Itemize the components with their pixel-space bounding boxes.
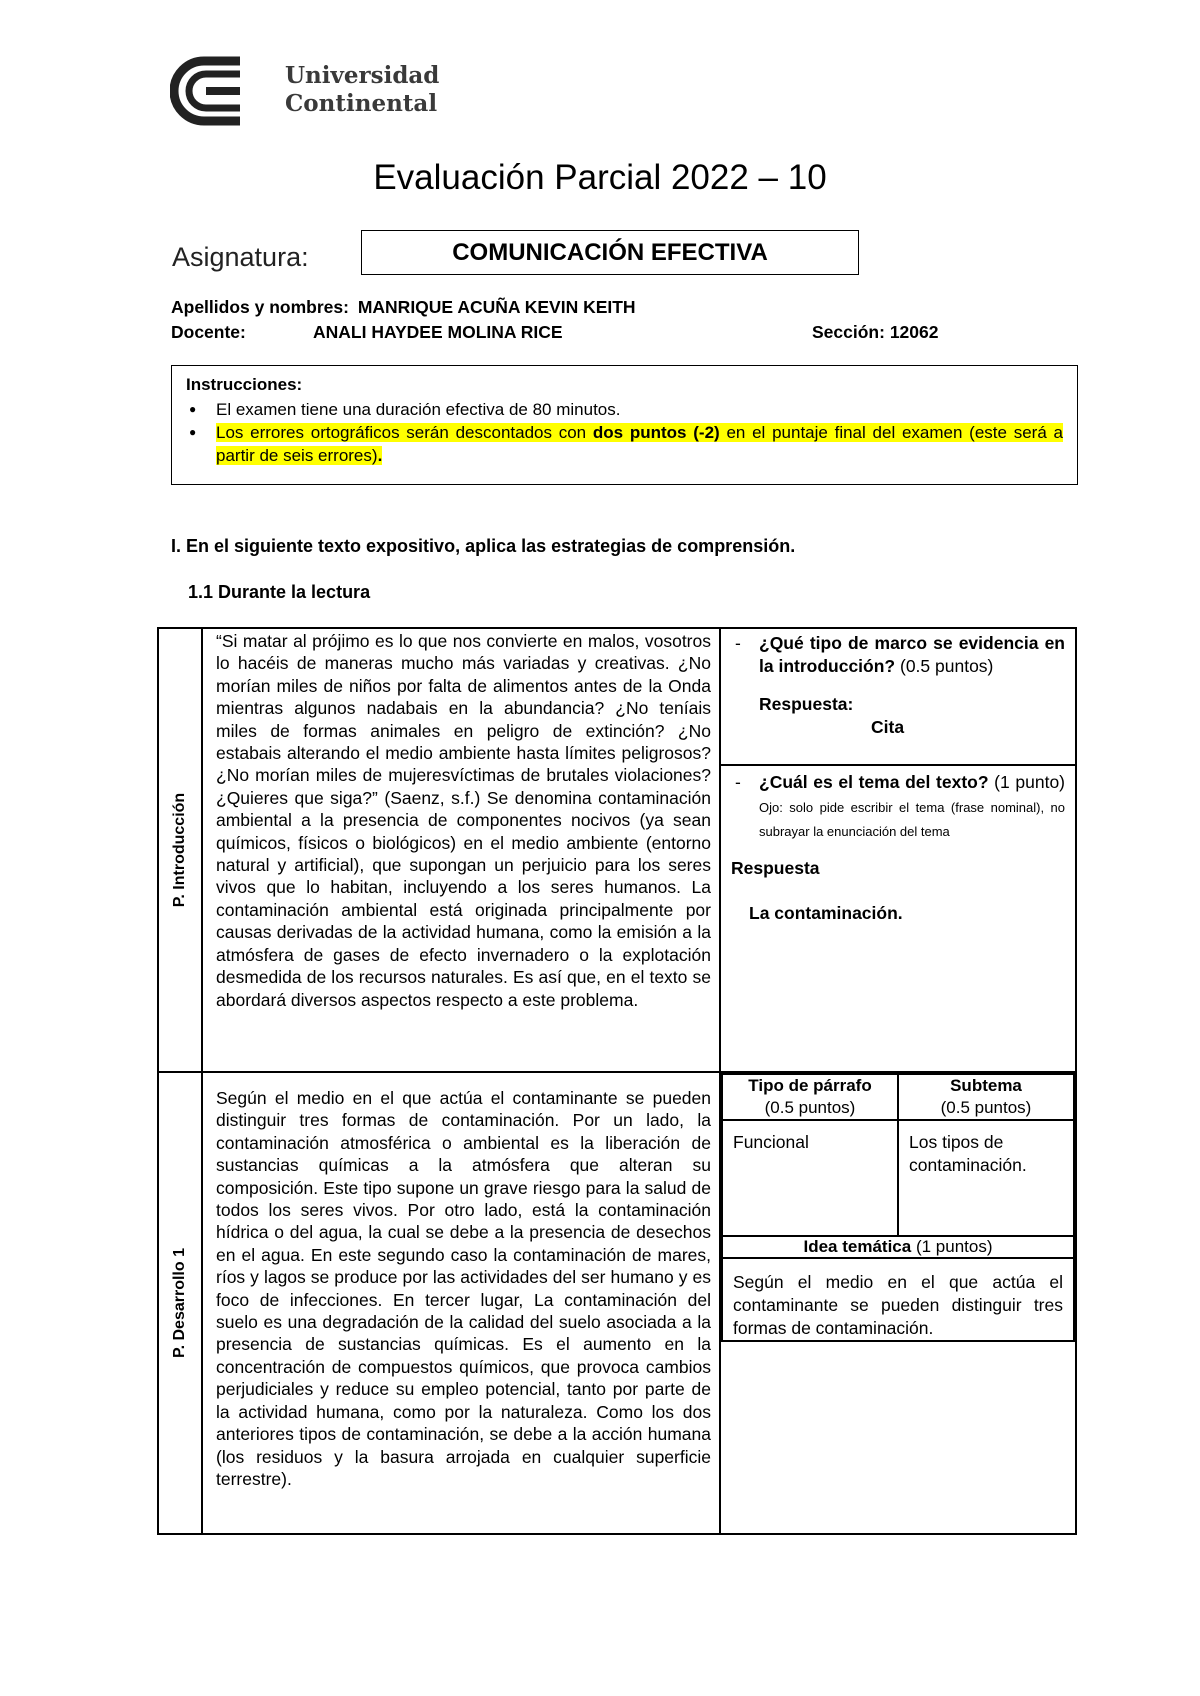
instructions-title: Instrucciones:	[186, 375, 303, 394]
idea-header: Idea temática (1 puntos)	[722, 1236, 1074, 1258]
university-logo-text	[285, 62, 439, 118]
row-label-development-1: P. Desarrollo 1	[171, 1248, 188, 1358]
student-name-row	[171, 297, 636, 318]
answer-2-label: Respuesta	[731, 858, 820, 878]
teacher-name: ANALI HAYDEE MOLINA RICE	[313, 322, 563, 342]
logo-line-1: Universidad	[285, 62, 440, 89]
logo-line-2: Continental	[285, 90, 438, 117]
teacher-label: Docente:	[171, 322, 246, 342]
column-header-subtopic: Subtema (0.5 puntos)	[898, 1074, 1074, 1120]
question-2-text: ¿Cuál es el tema del texto?	[759, 772, 989, 792]
subject-name: COMUNICACIÓN EFECTIVA	[452, 238, 768, 266]
label-cell	[158, 628, 202, 1072]
subtopic-answer: Los tipos de contaminación.	[898, 1120, 1074, 1236]
label-cell	[158, 1072, 202, 1534]
instruction-item-highlighted: ● Los errores ortográficos serán descontados con dos puntos (-2) en el puntaje final del examen (este será a partir de seis errores).	[186, 421, 1063, 467]
subsection-heading: 1.1 Durante la lectura	[188, 582, 371, 602]
section-row	[812, 322, 939, 343]
student-name-label: Apellidos y nombres:	[171, 297, 349, 317]
text-cell	[202, 628, 720, 1072]
column-header-type: Tipo de párrafo (0.5 puntos)	[722, 1074, 898, 1120]
table-row-development-1	[158, 1072, 1076, 1534]
analysis-table	[721, 1073, 1075, 1342]
subject-label: Asignatura:	[172, 242, 309, 272]
student-name: MANRIQUE ACUÑA KEVIN KEITH	[357, 297, 636, 317]
table-row-introduction	[158, 628, 1076, 1072]
reading-table	[157, 627, 1077, 1535]
instructions-box	[171, 365, 1078, 485]
instruction-item: ● El examen tiene una duración efectiva de 80 minutos.	[186, 398, 1063, 421]
text-cell	[202, 1072, 720, 1534]
question-2-note: Ojo: solo pide escribir el tema (frase nominal), no subrayar la enunciación del tema	[759, 800, 1065, 839]
question-1-text: ¿Qué tipo de marco se evidencia en la introducción?	[759, 633, 1065, 676]
section-number: 12062	[889, 322, 939, 342]
answer-1-label: Respuesta:	[759, 694, 854, 714]
university-logo-icon	[170, 55, 270, 129]
question-1: - ¿Qué tipo de marco se evidencia en la introducción? (0.5 puntos) Respuesta: Cita	[721, 629, 1075, 766]
subject-box	[361, 230, 859, 275]
development-1-paragraph: Según el medio en el que actúa el contaminante se pueden distinguir tres formas de contaminación. Por un lado, la contaminación atmosférica o ambiental es la liberación de sustancias químicas a la atmósfera que alteran su composición. Este tipo supone un grave riesgo para la salud de todos los seres vivos. Por otro lado, está la contaminación hídrica o del agua, la cual se debe a la presencia de desechos en el agua. En este segundo caso la contaminación de mares, ríos y lagos se produce por las actividades del ser humano y es foco de infecciones. En tercer lugar, La contaminación del suelo es una degradación de la calidad del suelo asociada a la presencia de sustancias químicas. Es el aumento en la concentración de compuestos químicos, que provoca cambios perjudiciales y reduce su empleo potencial, tanto por parte de la actividad humana, como por la naturaleza. Como los dos anteriores tipos de contaminación, se debe a la acción humana (los residuos y la basura arrojada en cualquier superficie terrestre).	[216, 1088, 711, 1489]
idea-answer: Según el medio en el que actúa el contaminante se pueden distinguir tres formas de contaminación.	[722, 1258, 1074, 1341]
analysis-cell	[720, 1072, 1076, 1534]
answer-1: Cita	[871, 717, 905, 737]
introduction-paragraph: “Si matar al prójimo es lo que nos convierte en malos, vosotros lo hacéis de maneras mucho más variadas y creativas. ¿No morían miles de niños por falta de alimentos antes de la Onda mientras algunos nadabais en la abundancia? ¿No teníais miles de formas animales en peligro de extinción? ¿No estabais alterando el medio ambiente hasta límites peligrosos? ¿No morían miles de mujeresvíctimas de brutales violaciones? ¿Quieres que siga?” (Saenz, s.f.) Se denomina contaminación ambiental a la presencia de componentes nocivos (ya sean químicos, físicos o biológicos) en el medio ambiente (entorno natural y artificial), que supongan un perjuicio para los seres vivos que lo habitan, incluyendo a los seres humanos. La contaminación ambiental está originada principalmente por causas derivadas de la actividad humana, como la emisión a la atmósfera de gases de efecto invernadero o la explotación desmedida de los recursos naturales. Es así que, en el texto se abordará diversos aspectos respecto a este problema.	[216, 631, 711, 1010]
questions-cell	[720, 628, 1076, 1072]
row-label-introduction: P. Introducción	[171, 792, 188, 908]
paragraph-type-answer: Funcional	[722, 1120, 898, 1236]
answer-2: La contaminación.	[749, 903, 903, 923]
exam-title: Evaluación Parcial 2022 – 10	[373, 158, 827, 197]
section-heading: I. En el siguiente texto expositivo, aplica las estrategias de comprensión.	[171, 536, 796, 556]
section-label: Sección:	[812, 322, 885, 342]
question-2: - ¿Cuál es el tema del texto? (1 punto) Ojo: solo pide escribir el tema (frase nominal), no subrayar la enunciación del tema Respuesta La contaminación.	[731, 772, 1065, 923]
